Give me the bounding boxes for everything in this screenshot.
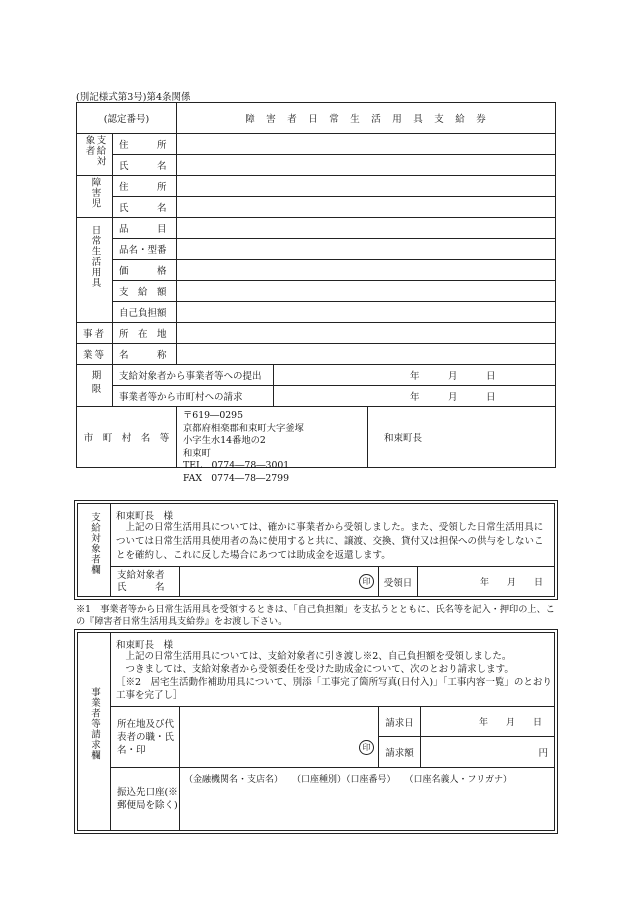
claim-amount-label: 請求額	[378, 736, 421, 768]
town-name: 和束町	[183, 447, 211, 459]
claim-line-1: 上記の日常生活用具については、支給対象者に引き渡し※2、自己負担額を受領しました。	[116, 651, 512, 662]
mayor-name: 和束町長	[367, 406, 556, 468]
payment-amount-label: 支 給 額	[112, 280, 177, 302]
model-field[interactable]	[176, 238, 556, 260]
form-title: 障 害 者 日 常 生 活 用 具 支 給 券	[176, 102, 556, 134]
address-line-1: 京都府相楽郡和束町大字釜塚	[183, 422, 304, 434]
item-label: 品 目	[112, 217, 177, 239]
deadline-group-label: 期限	[76, 364, 113, 407]
child-name-label: 氏 名	[112, 196, 177, 218]
recipient-address-field[interactable]	[176, 133, 556, 155]
self-pay-label: 自己負担額	[112, 301, 177, 323]
price-label: 価 格	[112, 259, 177, 281]
vendor-location-field[interactable]	[176, 322, 556, 344]
claim-addressee: 和束町長 様	[116, 640, 174, 651]
vendor-name-label: 名 称	[112, 343, 177, 365]
receipt-signer-field[interactable]	[179, 566, 379, 597]
receipt-addressee: 和束町長 様	[116, 511, 174, 522]
claim-amount-field[interactable]	[420, 736, 555, 768]
received-date-label: 受領日	[378, 566, 418, 597]
bank-field-headings: （金融機関名・支店名） （口座種別）（口座番号） （口座名義人・フリガナ）	[184, 775, 513, 785]
municipality-address	[176, 406, 368, 484]
yen-unit: 円	[538, 748, 548, 759]
recipient-name-field[interactable]	[176, 154, 556, 176]
child-address-field[interactable]	[176, 175, 556, 197]
price-field[interactable]	[176, 259, 556, 281]
claim-line-2: つきましては、支給対象者から受領委任を受けた助成金について、次のとおり請求します。	[116, 664, 514, 675]
child-group-label: 障害児	[76, 175, 113, 218]
model-label: 品名・型番	[112, 238, 177, 260]
recipient-address-label: 住 所	[112, 133, 177, 155]
postal-code: 〒619―0295	[183, 410, 243, 421]
fax-number: FAX 0774―78―2799	[183, 472, 290, 484]
payment-amount-field[interactable]	[176, 280, 556, 302]
claim-deadline-label: 事業者等から市町村への請求	[112, 385, 274, 407]
claim-side-label: 事業者等請求欄	[77, 632, 111, 831]
receipt-side-label: 支給対象者欄	[77, 503, 111, 597]
equipment-group-label: 日常生活用具	[76, 217, 113, 323]
claim-rep-label: 所在地及び代表者の職・氏名・印	[110, 706, 180, 768]
claim-deadline-date[interactable]: 年 月 日	[273, 385, 556, 407]
submit-deadline-label: 支給対象者から事業者等への提出	[112, 364, 274, 386]
seal-mark: 印	[359, 740, 374, 755]
self-pay-field[interactable]	[176, 301, 556, 323]
claim-line-3: ［※2 居宅生活動作補助用具について、別添「工事完了箇所写真(日付入)」「工事内容一覧」のとおり工事を完了し］	[116, 677, 552, 701]
seal-mark: 印	[359, 574, 374, 589]
vendor-location-label: 所 在 地	[112, 322, 177, 344]
claim-rep-field[interactable]	[179, 706, 379, 768]
vendor-group-label-bottom: 業等	[76, 343, 113, 365]
child-address-label: 住 所	[112, 175, 177, 197]
vendor-name-field[interactable]	[176, 343, 556, 365]
claim-date-label: 請求日	[378, 706, 421, 737]
municipality-label: 市 町 村 名 等	[76, 406, 177, 468]
submit-deadline-date[interactable]: 年 月 日	[273, 364, 556, 386]
vendor-group-label-top: 事者	[76, 322, 113, 344]
recipient-group-label: 支給対象者	[76, 133, 113, 176]
phone-number: TEL 0774―78―3001	[183, 460, 290, 472]
footnote: ※1 事業者等から日常生活用具を受領するときは、「自己負担額」を支払うとともに、氏名等を記入・押印の上、この『障害者日常生活用具支給券』をお渡し下さい。	[76, 604, 555, 627]
recipient-name-label: 氏 名	[112, 154, 177, 176]
address-line-2: 小字生水14番地の2	[183, 435, 266, 447]
claim-date-field[interactable]: 年 月 日	[420, 706, 555, 737]
received-date-field[interactable]: 年 月 日	[417, 566, 555, 597]
receipt-signer-label: 支給対象者 氏 名	[110, 566, 180, 597]
receipt-body: 上記の日常生活用具については、確かに事業者から受領しました。また、受領した日常生活用具については日常生活用具使用者の為に使用すると共に、譲渡、交換、貸付又は担保への供与をしないことを確約し、これに反した場合にあつては助成金を返還します。	[116, 522, 544, 561]
child-name-field[interactable]	[176, 196, 556, 218]
cert-number-label: (認定番号)	[76, 102, 177, 134]
item-field[interactable]	[176, 217, 556, 239]
bank-account-label: 振込先口座(※郵便局を除く)	[110, 767, 180, 831]
form-number-note: (別記様式第3号)第4条関係	[76, 92, 191, 103]
bank-account-field[interactable]	[179, 767, 555, 831]
